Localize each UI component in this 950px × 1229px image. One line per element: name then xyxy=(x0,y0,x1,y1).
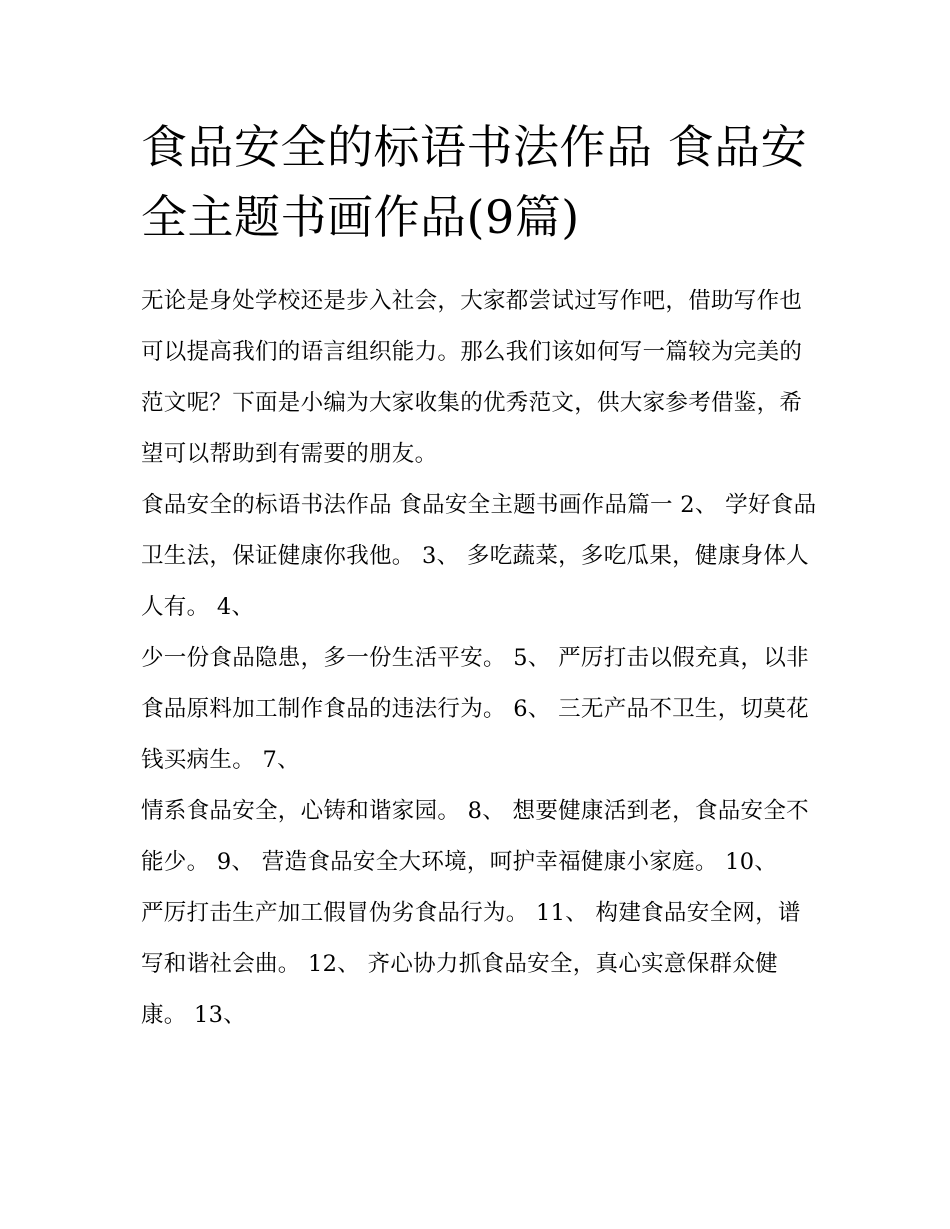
slogan-paragraph-2: 少一份食品隐患，多一份生活平安。 5、 严厉打击以假充真，以非食品原料加工制作食品的违法行为。 6、 三无产品不卫生，切莫花钱买病生。 7、 xyxy=(141,645,809,773)
slogan-paragraph-4: 严厉打击生产加工假冒伪劣食品行为。 11、 构建食品安全网，谱写和谐社会曲。 12、 齐心协力抓食品安全，真心实意保群众健康。 13、 xyxy=(141,900,801,1028)
document-body xyxy=(141,276,821,1041)
slogan-paragraph-1: 食品安全的标语书法作品 食品安全主题书画作品篇一 2、 学好食品卫生法，保证健康你我他。 3、 多吃蔬菜，多吃瓜果，健康身体人人有。 4、 xyxy=(141,492,817,620)
document-title: 食品安全的标语书法作品 食品安全主题书画作品(9篇) xyxy=(141,120,808,244)
slogan-paragraph-3: 情系食品安全，心铸和谐家园。 8、 想要健康活到老，食品安全不能少。 9、 营造食品安全大环境，呵护幸福健康小家庭。 10、 xyxy=(141,798,809,875)
intro-paragraph: 无论是身处学校还是步入社会，大家都尝试过写作吧，借助写作也可以提高我们的语言组织能力。那么我们该如何写一篇较为完美的范文呢？下面是小编为大家收集的优秀范文，供大家参考借鉴，希望可以帮助到有需要的朋友。 xyxy=(141,288,803,467)
